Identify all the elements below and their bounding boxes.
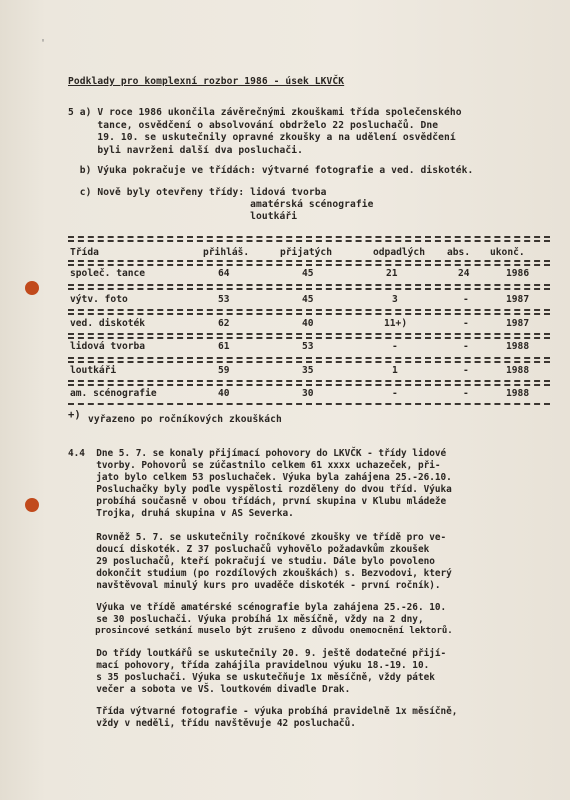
cell-class: výtv. foto — [70, 294, 128, 305]
cell-applied: 64 — [218, 268, 230, 279]
paragraph-line: Posluchačky byly podle vyspělosti rozděleny do dvou tříd. Výuka — [68, 484, 452, 495]
section-5c-line: loutkáři — [68, 211, 298, 222]
cell-finish: 1988 — [506, 365, 530, 376]
col-header-finish: ukonč. — [490, 247, 525, 258]
paragraph-line: Trojka, druhá skupina v AS Severka. — [68, 508, 294, 519]
cell-class: ved. diskoték — [70, 318, 146, 329]
cell-dropped: 21 — [386, 268, 398, 279]
cell-accepted: 30 — [302, 388, 314, 399]
cell-accepted: 45 — [302, 268, 314, 279]
paragraph-line: 29 posluchačů, kteří pokračují ve studiu. Dále bylo povoleno — [68, 556, 435, 567]
table-rule — [68, 361, 550, 363]
section-5c-line: c) Nově byly otevřeny třídy: lidová tvorba — [68, 187, 327, 198]
section-5b-line: b) Výuka pokračuje ve třídách: výtvarné fotografie a ved. diskoték. — [68, 165, 474, 176]
section-5a-line: 19. 10. se uskutečnily opravné zkoušky a na udělení osvědčení — [68, 132, 456, 143]
cell-class: společ. tance — [70, 268, 146, 279]
punch-hole — [25, 281, 39, 295]
cell-dropped: - — [392, 388, 398, 399]
paragraph-line: dokončit studium (po rozdílových zkouškách) s. Bezvodovi, který — [68, 568, 452, 579]
table-rule — [68, 384, 550, 386]
cell-finish: 1986 — [506, 268, 530, 279]
cell-accepted: 53 — [302, 341, 314, 352]
section-5a-line: byli navrženi další dva posluchači. — [68, 145, 304, 156]
paragraph-line: doucí diskoték. Z 37 posluchačů vyhovělo požadavkům zkoušek — [68, 544, 430, 555]
margin-mark: ' — [40, 38, 47, 49]
table-rule — [68, 357, 550, 359]
table-rule — [68, 260, 550, 262]
paragraph-line: tvorby. Pohovorů se zúčastnilo celkem 61 xxxx uchazeček, při- — [68, 460, 441, 471]
paragraph-line: Rovněž 5. 7. se uskutečnily ročníkové zkoušky ve třídě pro ve- — [68, 532, 447, 543]
cell-dropped: 11+) — [384, 318, 408, 329]
punch-hole — [25, 498, 39, 512]
section-5a-line: 5 a) V roce 1986 ukončila závěrečnými zkouškami třída společenského — [68, 107, 462, 118]
paragraph-line: probíhá současně v obou třídách, první skupina v Klubu mládeže — [68, 496, 447, 507]
section-5a-line: tance, osvědčení o absolvování obdrželo 22 posluchačů. Dne — [68, 120, 439, 131]
paragraph-line: se 30 posluchači. Výuka probíhá 1x měsíčně, vždy na 2 dny, — [68, 614, 424, 625]
cell-applied: 61 — [218, 341, 230, 352]
cell-graduated: - — [463, 365, 469, 376]
paragraph-line: 4.4 Dne 5. 7. se konaly přijímací pohovory do LKVČK - třídy lidové — [68, 448, 447, 459]
paragraph-line: prosincové setkání muselo být zrušeno z důvodu onemocnění lektorů. — [68, 626, 453, 636]
col-header-applied: přihláš. — [203, 247, 250, 258]
cell-finish: 1987 — [506, 294, 530, 305]
document-heading: Podklady pro komplexní rozbor 1986 - úsek LKVČK — [68, 76, 345, 87]
paragraph-line: Do třídy loutkářů se uskutečnily 20. 9. ještě dodatečné přijí- — [68, 648, 447, 659]
cell-dropped: 1 — [392, 365, 398, 376]
table-rule — [68, 236, 550, 238]
table-rule — [68, 264, 550, 266]
cell-dropped: - — [392, 341, 398, 352]
table-rule — [68, 309, 550, 311]
cell-accepted: 35 — [302, 365, 314, 376]
footnote-mark: +) — [68, 409, 81, 421]
cell-graduated: - — [463, 318, 469, 329]
cell-graduated: - — [463, 388, 469, 399]
paragraph-line: navštěvoval minulý kurs pro uvaděče diskoték - první ročník). — [68, 580, 441, 591]
col-header-accepted: přijatých — [280, 247, 332, 258]
table-rule — [68, 313, 550, 315]
paragraph-line: mací pohovory, třída zahájila pravidelnou výuku 18.-19. 10. — [68, 660, 430, 671]
cell-accepted: 40 — [302, 318, 314, 329]
paragraph-line: vždy v neděli, třídu navštěvuje 42 posluchačů. — [68, 718, 356, 729]
paragraph-line: Třída výtvarné fotografie - výuka probíhá pravidelně 1x měsíčně, — [68, 706, 458, 717]
paragraph-line: Výuka ve třídě amatérské scénografie byla zahájena 25.-26. 10. — [68, 602, 447, 613]
table-rule — [68, 403, 550, 405]
cell-finish: 1987 — [506, 318, 530, 329]
table-rule — [68, 284, 550, 286]
table-rule — [68, 333, 550, 335]
cell-applied: 59 — [218, 365, 230, 376]
cell-applied: 62 — [218, 318, 230, 329]
col-header-dropped: odpadlých — [373, 247, 425, 258]
cell-graduated: - — [463, 294, 469, 305]
cell-applied: 40 — [218, 388, 230, 399]
paragraph-line: večer a sobota ve VŠ. loutkovém divadle Drak. — [68, 684, 351, 695]
cell-accepted: 45 — [302, 294, 314, 305]
cell-class: am. scénografie — [70, 388, 157, 399]
table-rule — [68, 380, 550, 382]
table-rule — [68, 288, 550, 290]
cell-class: lidová tvorba — [70, 341, 146, 352]
cell-class: loutkáři — [70, 365, 117, 376]
cell-applied: 53 — [218, 294, 230, 305]
col-header-class: Třída — [70, 247, 99, 258]
table-rule — [68, 337, 550, 339]
paragraph-line: jato bylo celkem 53 posluchaček. Výuka byla zahájena 25.-26.10. — [68, 472, 452, 483]
table-rule — [68, 240, 550, 242]
cell-graduated: 24 — [458, 268, 470, 279]
cell-finish: 1988 — [506, 388, 530, 399]
cell-finish: 1988 — [506, 341, 530, 352]
paragraph-line: s 35 posluchači. Výuka se uskutečňuje 1x měsíčně, vždy pátek — [68, 672, 435, 683]
cell-dropped: 3 — [392, 294, 398, 305]
table-footnote: vyřazeno po ročníkových zkouškách — [88, 414, 282, 425]
cell-graduated: - — [463, 341, 469, 352]
section-5c-line: amatérská scénografie — [68, 199, 374, 210]
col-header-graduated: abs. — [447, 247, 471, 258]
